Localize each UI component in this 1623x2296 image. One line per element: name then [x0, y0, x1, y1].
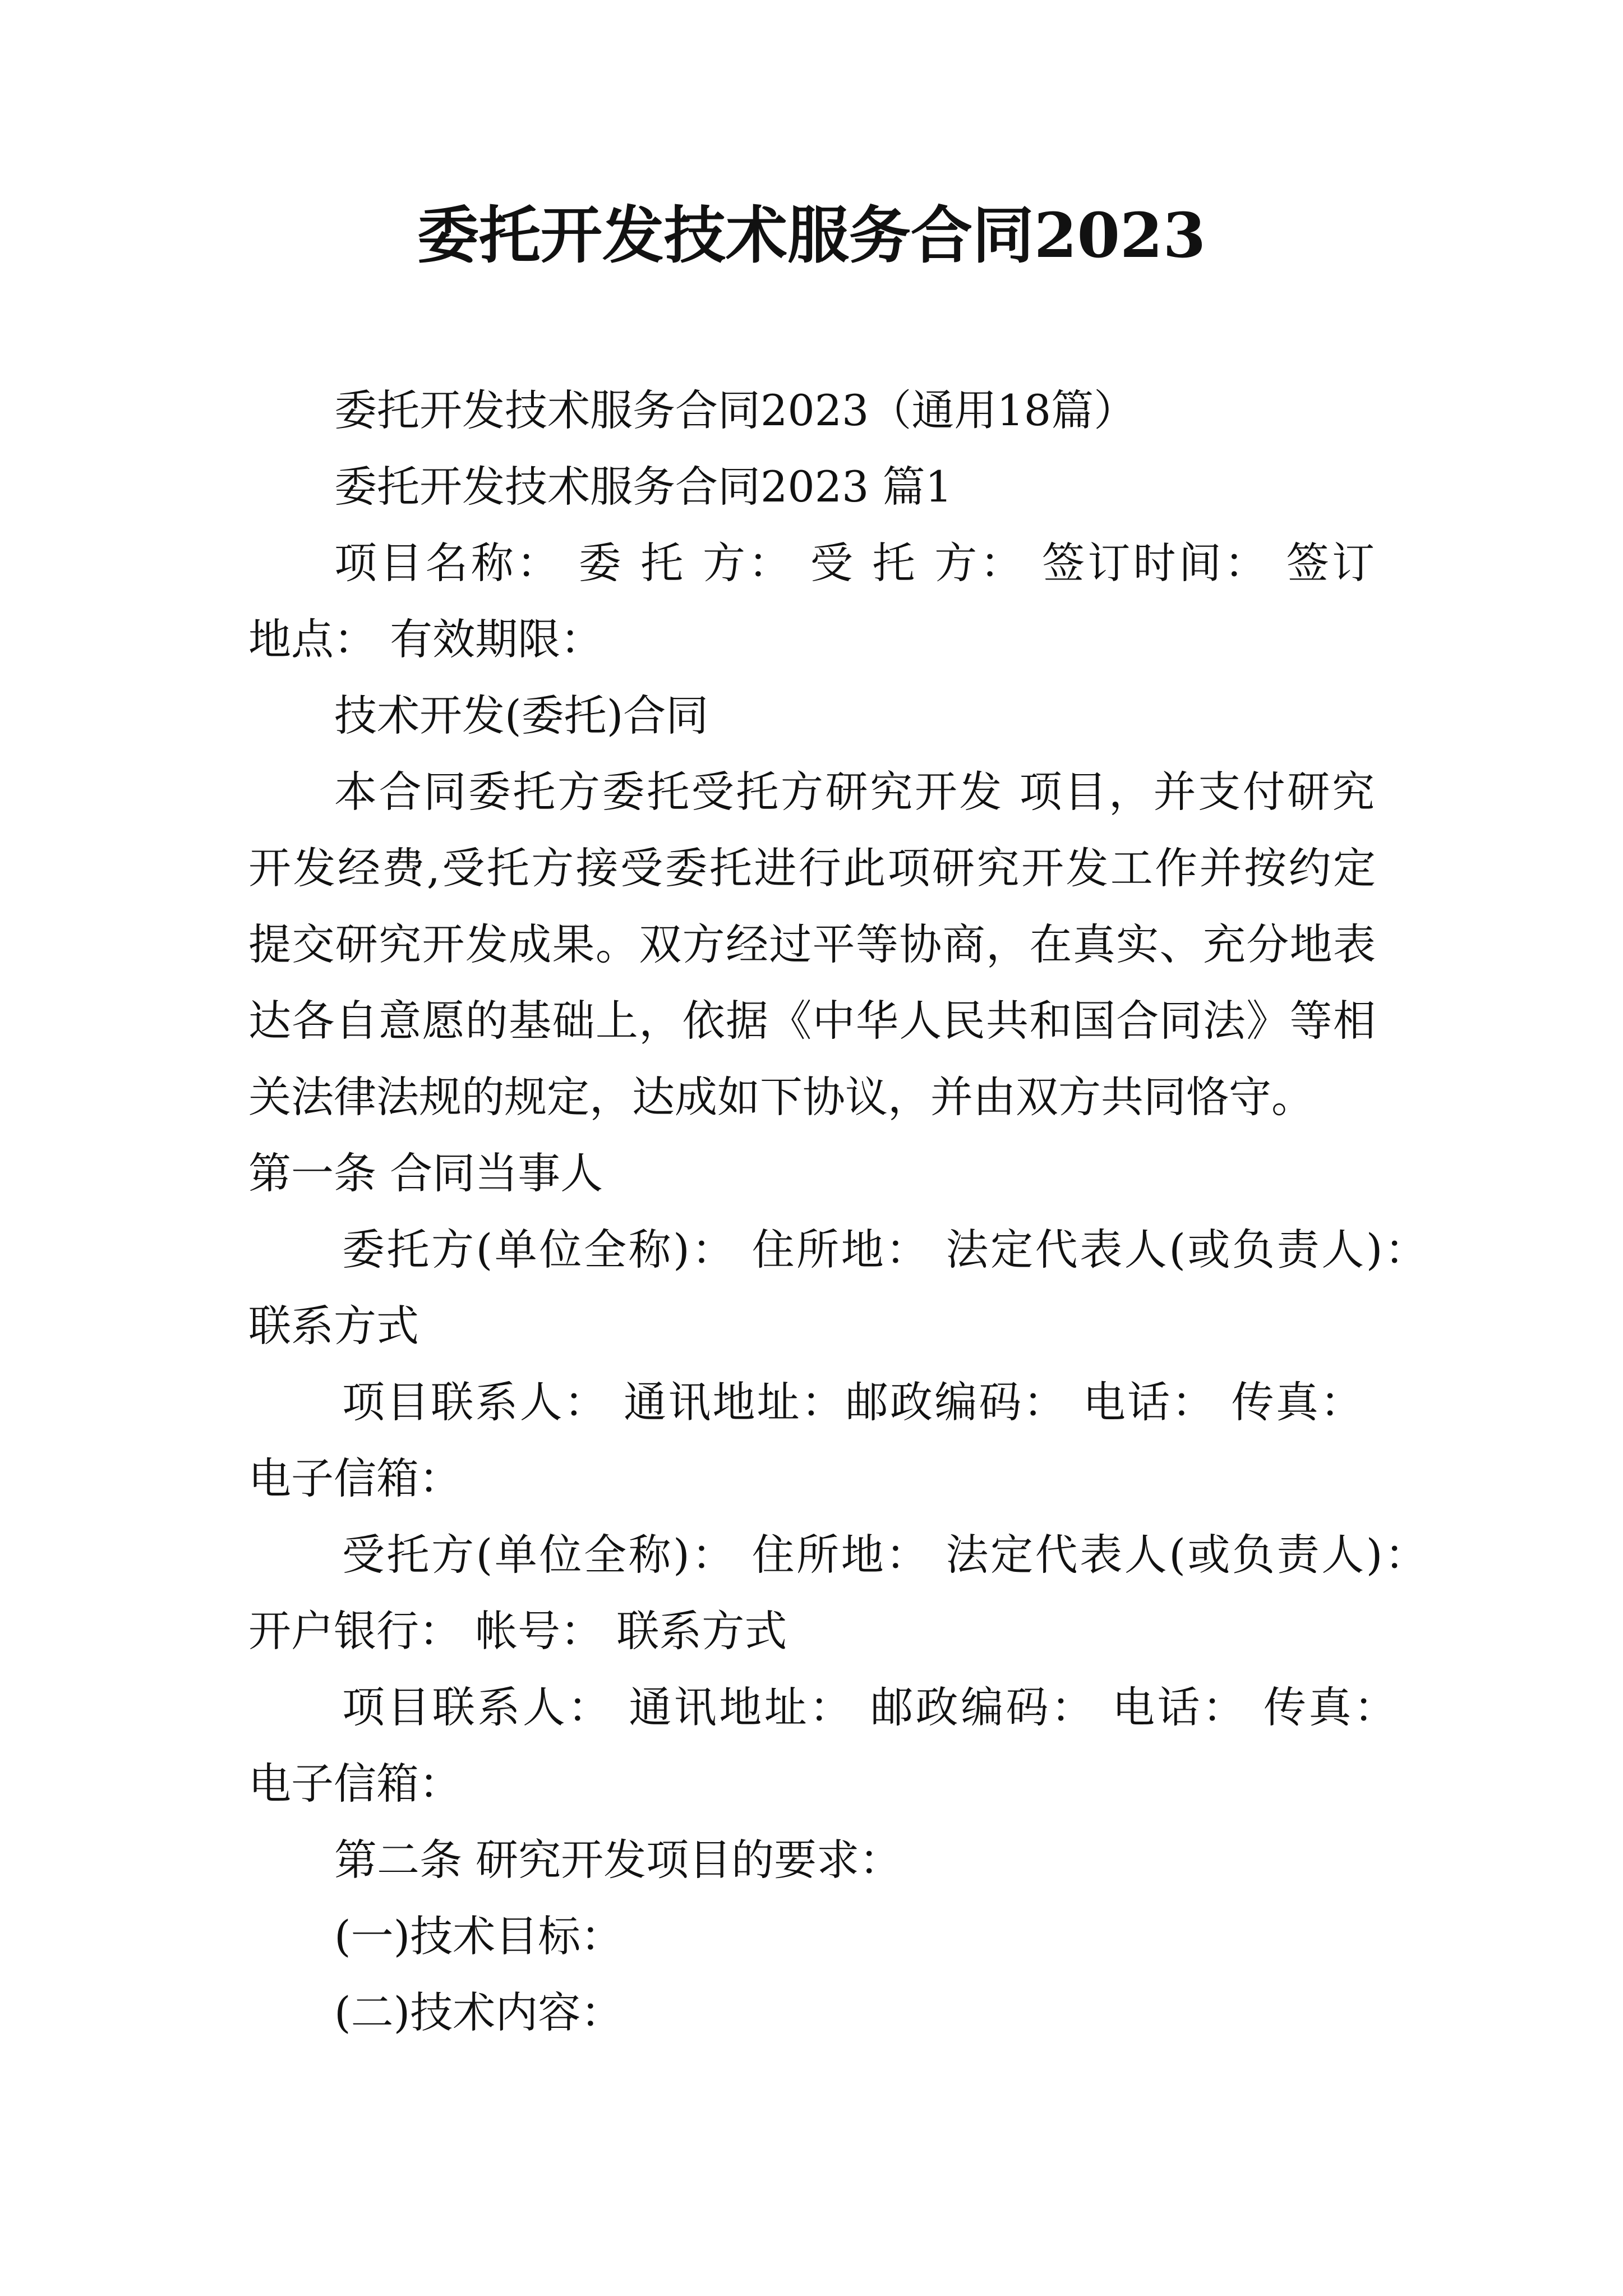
paragraph-line: 联系方式 — [248, 1301, 419, 1351]
paragraph-line: 电子信箱： — [248, 1759, 462, 1809]
paragraph-line: 地点： 有效期限： — [248, 614, 603, 664]
paragraph-line: 关法律法规的规定，达成如下协议，并由双方共同恪守。 — [248, 1072, 1314, 1122]
paragraph-line: 委托方(单位全称)： 住所地： 法定代表人(或负责人)： — [342, 1225, 1427, 1274]
article-heading: 第二条 研究开发项目的要求： — [334, 1835, 902, 1885]
paragraph-line: 本合同委托方委托受托方研究开发 项目，并支付研究 — [334, 767, 1375, 817]
paragraph-line: 开户银行： 帐号： 联系方式 — [248, 1606, 787, 1656]
article-heading: 第一条 合同当事人 — [248, 1148, 603, 1198]
subtitle-line: 委托开发技术服务合同2023（通用18篇） — [334, 385, 1137, 435]
list-item: (一)技术目标： — [334, 1911, 624, 1961]
paragraph-line: 电子信箱： — [248, 1453, 462, 1503]
paragraph-line: 项目名称： 委 托 方： 受 托 方： 签订时间： 签订 — [334, 538, 1375, 588]
paragraph-line: 开发经费,受托方接受委托进行此项研究开发工作并按约定 — [248, 843, 1376, 893]
paragraph-line: 提交研究开发成果。双方经过平等协商，在真实、充分地表 — [248, 919, 1376, 969]
section-heading: 委托开发技术服务合同2023 篇1 — [334, 462, 952, 512]
paragraph-line: 项目联系人： 通讯地址： 邮政编码： 电话： 传真： — [342, 1682, 1396, 1732]
paragraph-line: 项目联系人： 通讯地址：邮政编码： 电话： 传真： — [342, 1377, 1363, 1427]
paragraph-line: 达各自意愿的基础上，依据《中华人民共和国合同法》等相 — [248, 996, 1376, 1046]
contract-type-heading: 技术开发(委托)合同 — [334, 691, 709, 740]
document-title: 委托开发技术服务合同2023 — [417, 199, 1206, 272]
paragraph-line: 受托方(单位全称)： 住所地： 法定代表人(或负责人)： — [342, 1530, 1427, 1580]
list-item: (二)技术内容： — [334, 1987, 624, 2037]
